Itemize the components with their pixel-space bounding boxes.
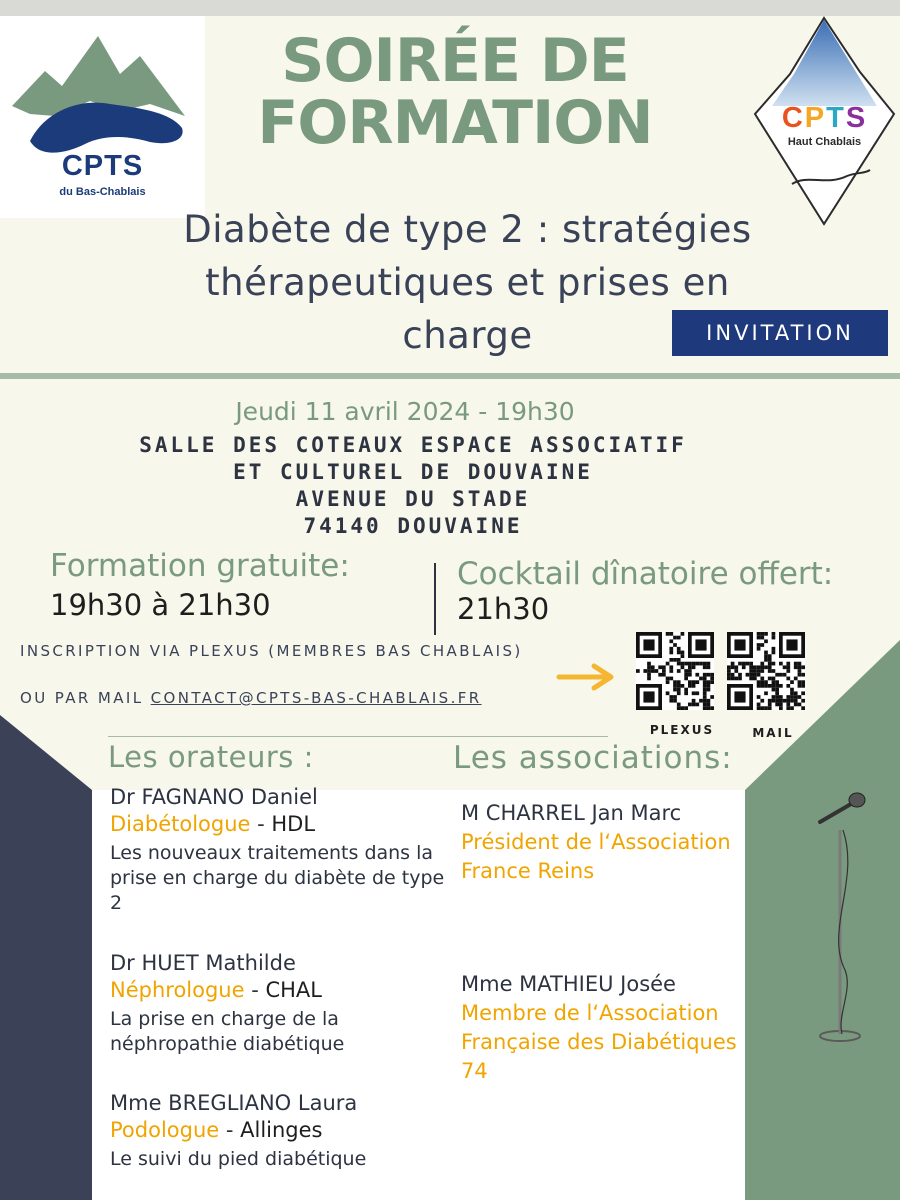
speaker-role bbox=[110, 977, 450, 1004]
logo-left-subtitle: du Bas-Chablais bbox=[59, 186, 146, 198]
association-item bbox=[461, 970, 761, 1086]
speaker-role bbox=[110, 811, 450, 838]
thin-divider bbox=[108, 736, 608, 737]
speaker-role bbox=[110, 1117, 450, 1144]
title-line-1: SOIRÉE DE bbox=[281, 26, 629, 96]
speaker-job: Podologue bbox=[110, 1118, 220, 1142]
speaker-sep: - bbox=[244, 978, 266, 1002]
event-date: Jeudi 11 avril 2024 - 19h30 bbox=[235, 397, 575, 426]
formation-label: Formation gratuite: bbox=[50, 548, 350, 584]
title-line-2: FORMATION bbox=[257, 88, 653, 158]
page-title bbox=[215, 26, 695, 158]
address-line-4: 74140 DOUVAINE bbox=[303, 514, 523, 538]
qr-code-icon[interactable] bbox=[636, 632, 714, 710]
section-divider bbox=[0, 373, 900, 379]
formation-time: 19h30 à 21h30 bbox=[50, 588, 271, 622]
logo-right-letters bbox=[752, 102, 897, 135]
speaker-item bbox=[110, 784, 450, 916]
speaker-site: Allinges bbox=[240, 1118, 323, 1142]
logo-letter-t: T bbox=[826, 102, 846, 134]
speaker-item bbox=[110, 950, 450, 1057]
address-line-2: ET CULTUREL DE DOUVAINE bbox=[233, 460, 593, 484]
speaker-sep: - bbox=[219, 1118, 241, 1142]
speaker-topic: Le suivi du pied diabétique bbox=[110, 1148, 367, 1170]
event-address bbox=[0, 432, 826, 540]
qr-plexus-label: PLEXUS bbox=[649, 723, 715, 737]
speaker-name: Dr HUET Mathilde bbox=[110, 951, 296, 975]
mail-prefix: OU PAR MAIL bbox=[20, 689, 151, 707]
logo-left-name: CPTS bbox=[61, 150, 144, 182]
association-role: Membre de l‘Association Française des Diabétiques 74 bbox=[461, 1001, 737, 1083]
association-person-name: Mme MATHIEU Josée bbox=[461, 972, 676, 996]
microphone-icon bbox=[815, 790, 870, 1050]
logo-letter-s: S bbox=[845, 102, 868, 134]
association-role: Président de l‘Association France Reins bbox=[461, 830, 731, 883]
speaker-topic: Les nouveaux traitements dans la prise en charge du diabète de type 2 bbox=[110, 842, 445, 914]
cocktail-label: Cocktail dînatoire offert: bbox=[457, 556, 834, 592]
address-line-1: SALLE DES COTEAUX ESPACE ASSOCIATIF bbox=[139, 433, 687, 457]
speaker-name: Dr FAGNANO Daniel bbox=[110, 785, 318, 809]
speakers-heading: Les orateurs : bbox=[108, 740, 314, 774]
vertical-divider bbox=[434, 563, 436, 635]
inscription-text: INSCRIPTION VIA PLEXUS (MEMBRES BAS CHABLAIS) bbox=[20, 642, 523, 660]
logo-letter-p: P bbox=[804, 102, 827, 134]
qr-code-icon[interactable] bbox=[727, 632, 805, 710]
subtitle-line-3: charge bbox=[402, 314, 533, 357]
speaker-sep: - bbox=[250, 812, 272, 836]
speaker-job: Néphrologue bbox=[110, 978, 245, 1002]
qr-mail-label: MAIL bbox=[752, 726, 794, 740]
arrow-right-icon bbox=[556, 660, 618, 692]
logo-right-subtitle: Haut Chablais bbox=[787, 136, 862, 148]
address-line-3: AVENUE DU STADE bbox=[295, 487, 531, 511]
invitation-badge: INVITATION bbox=[672, 310, 888, 356]
speaker-site: CHAL bbox=[265, 978, 322, 1002]
speaker-site: HDL bbox=[271, 812, 316, 836]
cocktail-time: 21h30 bbox=[457, 592, 550, 626]
mail-line bbox=[20, 689, 482, 707]
speaker-topic: La prise en charge de la néphropathie diabétique bbox=[110, 1008, 345, 1055]
speaker-name: Mme BREGLIANO Laura bbox=[110, 1091, 358, 1115]
association-item bbox=[461, 799, 761, 886]
associations-heading: Les associations: bbox=[453, 740, 733, 776]
email-link[interactable]: CONTACT@CPTS-BAS-CHABLAIS.FR bbox=[150, 689, 482, 707]
subtitle-line-1: Diabète de type 2 : stratégies bbox=[183, 208, 752, 251]
speaker-item bbox=[110, 1090, 450, 1172]
association-person-name: M CHARREL Jan Marc bbox=[461, 801, 682, 825]
subtitle-line-2: thérapeutiques et prises en bbox=[205, 261, 730, 304]
logo-letter-c: C bbox=[781, 102, 805, 134]
speaker-job: Diabétologue bbox=[110, 812, 251, 836]
